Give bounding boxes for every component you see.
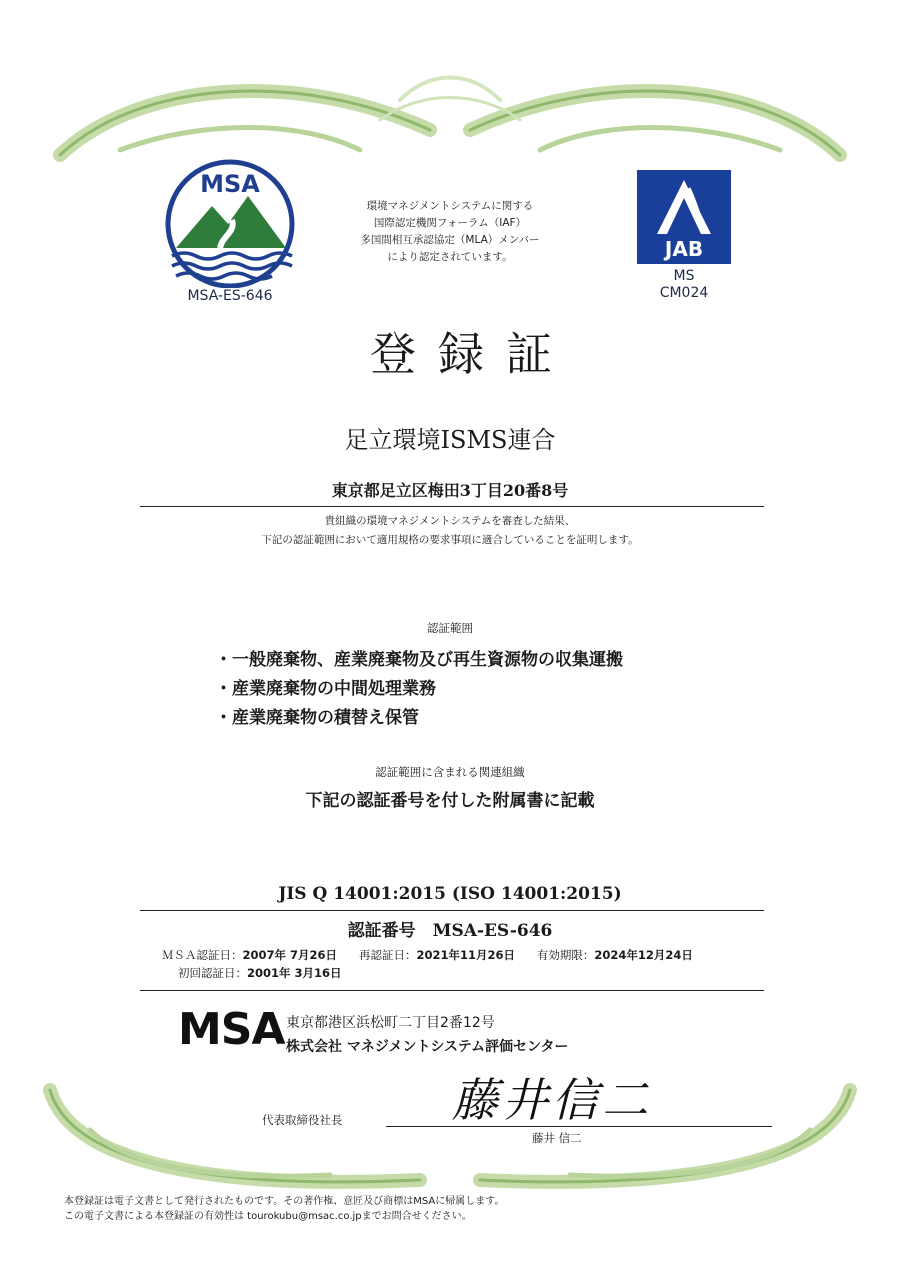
msa-logo [162,158,298,308]
jab-code-line1: MS [673,268,695,284]
recert-date-value: 2021年11月26日 [416,948,515,962]
standard-reference: JIS Q 14001:2015 (ISO 14001:2015) [278,884,622,904]
certification-dates [162,946,693,982]
dates-row-1 [162,946,693,964]
jab-logo-text: JAB [664,237,704,261]
signature-script: 藤井信二 [452,1073,652,1127]
msa-cert-date-label: ＭＳＡ認証日： [162,948,243,962]
iaf-note-line: 多国間相互承認協定（MLA）メンバー [360,234,540,246]
iaf-accreditation-note [330,198,570,266]
scope-item: ・一般廃棄物、産業廃棄物及び再生資源物の収集運搬 [215,650,623,670]
recert-date-label: 再認証日： [358,948,417,962]
organization-address: 東京都足立区梅田3丁目20番8号 [331,481,569,500]
iaf-note-line: 環境マネジメントシステムに関する [366,200,534,212]
statement-line: 貴組織の環境マネジメントシステムを審査した結果、 [324,515,576,527]
signature-line [386,1126,772,1127]
divider [140,910,764,911]
issuer-address: 東京都港区浜松町二丁目2番12号 [286,1015,495,1031]
scope-item: ・産業廃棄物の積替え保管 [215,708,419,728]
statement-line: 下記の認証範囲において適用規格の要求事項に適合していることを証明します。 [261,534,639,546]
certificate-title: 登録証 [370,327,574,381]
top-ornament [0,60,900,180]
expiry-date-label: 有効期限： [536,948,595,962]
signatory-title: 代表取締役社長 [262,1113,343,1127]
dates-row-2 [162,964,693,982]
scope-item: ・産業廃棄物の中間処理業務 [215,679,436,699]
initial-cert-date-value: 2001年 3月16日 [247,966,342,980]
msa-wordmark: MSA [178,1004,285,1055]
signatory-name: 藤井 信二 [532,1131,582,1145]
related-orgs-value: 下記の認証番号を付した附属書に記載 [305,791,595,811]
certificate-number: 認証番号 MSA-ES-646 [347,921,553,941]
iaf-note-line: により認定されています。 [387,251,513,263]
issuer-name: 株式会社 マネジメントシステム評価センター [286,1039,569,1055]
jab-code-line2: CM024 [659,285,709,301]
related-orgs-heading: 認証範囲に含まれる関連組織 [375,765,525,779]
handwritten-signature [452,1064,682,1134]
footer-note [64,1194,504,1224]
certification-statement [150,512,750,550]
expiry-date-value: 2024年12月24日 [594,948,693,962]
msa-cert-date-value: 2007年 7月26日 [242,948,338,962]
scope-list [215,646,735,733]
footer-line: この電子文書による本登録証の有効性は tourokubu@msac.co.jpまでお問合せください。 [64,1211,472,1222]
bottom-ornament [0,1080,900,1200]
msa-logo-text: MSA [200,170,260,198]
msa-logo-code: MSA-ES-646 [187,288,273,304]
divider [140,990,764,991]
organization-name: 足立環境ISMS連合 [344,426,556,454]
jab-logo [637,170,731,264]
footer-line: 本登録証は電子文書として発行されたものです。その著作権、意匠及び商標はMSAに帰属します。 [64,1196,505,1207]
initial-cert-date-label: 初回認証日： [178,966,247,980]
jab-code [637,268,731,302]
iaf-note-line: 国際認定機関フォーラム（IAF） [373,217,527,229]
divider [140,506,764,507]
scope-heading: 認証範囲 [427,621,473,635]
